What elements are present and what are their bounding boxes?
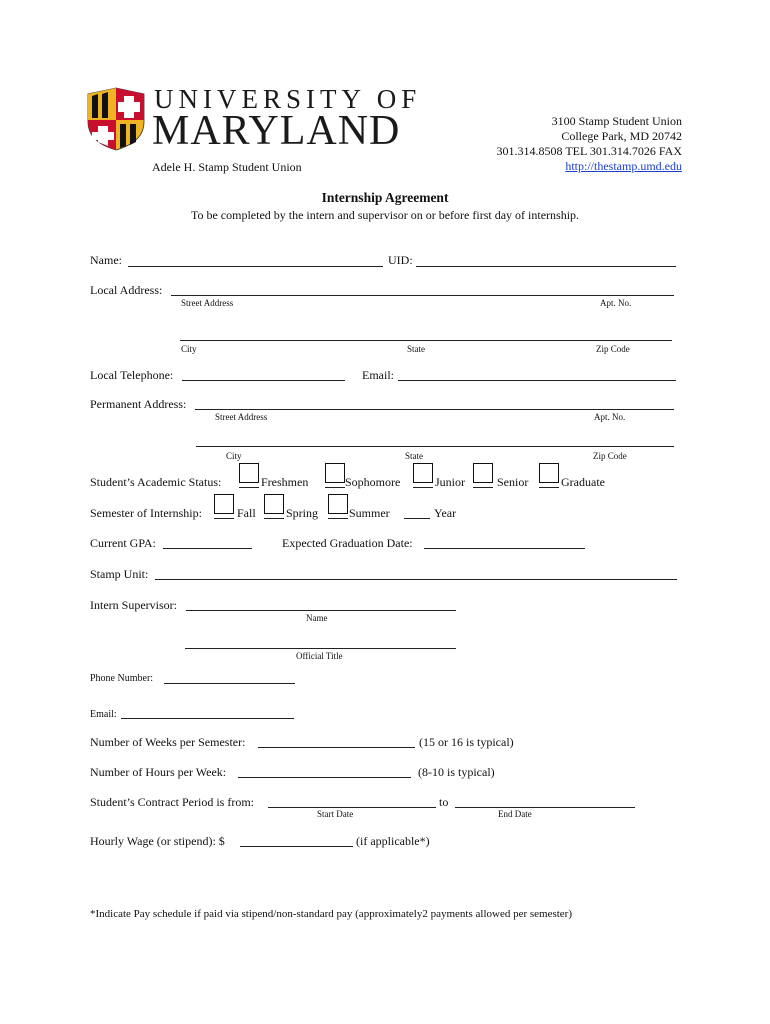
permanent-street-field[interactable] (195, 409, 674, 410)
logo-maryland: MARYLAND (152, 108, 401, 154)
hours-field[interactable] (238, 777, 411, 778)
email-small-label: Email: (90, 709, 117, 720)
email-field[interactable] (398, 380, 676, 381)
freshmen-blank (239, 487, 259, 488)
address-line2: College Park, MD 20742 (561, 129, 682, 143)
spring-option: Spring (286, 506, 319, 520)
email-label: Email: (362, 368, 394, 382)
form-title: Internship Agreement (321, 190, 449, 205)
contract-period-label: Student’s Contract Period is from: (90, 795, 254, 809)
official-title-caption: Official Title (296, 651, 343, 661)
stamp-unit-label: Stamp Unit: (90, 567, 149, 581)
local-state-caption: State (407, 344, 425, 354)
graduate-option: Graduate (561, 475, 605, 489)
permanent-state-caption: State (405, 451, 423, 461)
end-date-caption: End Date (498, 809, 532, 819)
local-apt-caption: Apt. No. (600, 298, 632, 308)
supervisor-name-field[interactable] (186, 610, 456, 611)
uid-label: UID: (388, 253, 413, 267)
summer-blank (328, 518, 348, 519)
junior-checkbox[interactable] (413, 463, 433, 483)
permanent-city-caption: City (226, 451, 242, 461)
intern-supervisor-label: Intern Supervisor: (90, 598, 177, 612)
local-city-state-zip-field[interactable] (180, 340, 672, 341)
permanent-street-caption: Street Address (215, 412, 268, 422)
junior-blank (413, 487, 433, 488)
permanent-city-state-zip-field[interactable] (196, 446, 674, 447)
academic-status-label: Student’s Academic Status: (90, 475, 222, 489)
name-label: Name: (90, 253, 122, 267)
if-applicable-note: (if applicable*) (356, 834, 430, 848)
email-small-field[interactable] (121, 718, 294, 719)
freshmen-option: Freshmen (261, 475, 309, 489)
start-date-field[interactable] (268, 807, 436, 808)
sophomore-option: Sophomore (345, 475, 401, 489)
maryland-flag-shield-icon (86, 86, 146, 152)
fall-option: Fall (237, 506, 256, 520)
union-name: Adele H. Stamp Student Union (152, 160, 302, 174)
local-street-field[interactable] (171, 295, 674, 296)
local-telephone-field[interactable] (182, 380, 345, 381)
stamp-unit-field[interactable] (155, 579, 677, 580)
phone-fax-line: 301.314.8508 TEL 301.314.7026 FAX (496, 144, 682, 158)
university-logo (86, 86, 426, 156)
start-date-caption: Start Date (317, 809, 354, 819)
logo-university-of: UNIVERSITY OF (154, 84, 422, 114)
end-date-field[interactable] (455, 807, 635, 808)
permanent-address-label: Permanent Address: (90, 397, 187, 411)
to-label: to (439, 795, 449, 809)
weeks-field[interactable] (258, 747, 415, 748)
permanent-zip-caption: Zip Code (593, 451, 627, 461)
senior-checkbox[interactable] (473, 463, 493, 483)
current-gpa-field[interactable] (163, 548, 252, 549)
expected-graduation-field[interactable] (424, 548, 585, 549)
hourly-wage-label: Hourly Wage (or stipend): $ (90, 834, 225, 848)
fall-checkbox[interactable] (214, 494, 234, 514)
summer-checkbox[interactable] (328, 494, 348, 514)
local-zip-caption: Zip Code (596, 344, 630, 354)
local-address-label: Local Address: (90, 283, 163, 297)
current-gpa-label: Current GPA: (90, 536, 156, 550)
address-line1: 3100 Stamp Student Union (551, 114, 682, 128)
spring-blank (264, 518, 284, 519)
sophomore-checkbox[interactable] (325, 463, 345, 483)
expected-graduation-label: Expected Graduation Date: (282, 536, 413, 550)
local-street-caption: Street Address (181, 298, 234, 308)
name-field[interactable] (128, 266, 383, 267)
graduate-checkbox[interactable] (539, 463, 559, 483)
semester-label: Semester of Internship: (90, 506, 202, 520)
pay-schedule-footnote: *Indicate Pay schedule if paid via stipend/non-standard pay (approximately2 payments allowed per semester) (90, 908, 573, 920)
form-subtitle: To be completed by the intern and supervisor on or before first day of internship. (190, 208, 580, 222)
local-city-caption: City (181, 344, 197, 354)
weeks-note: (15 or 16 is typical) (419, 735, 514, 749)
senior-option: Senior (497, 475, 529, 489)
freshmen-checkbox[interactable] (239, 463, 259, 483)
official-title-field[interactable] (185, 648, 456, 649)
permanent-apt-caption: Apt. No. (594, 412, 626, 422)
fall-blank (214, 518, 234, 519)
junior-option: Junior (435, 475, 465, 489)
supervisor-name-caption: Name (306, 613, 328, 623)
hours-label: Number of Hours per Week: (90, 765, 227, 779)
website-link[interactable]: http://thestamp.umd.edu (565, 159, 682, 173)
hourly-wage-field[interactable] (240, 846, 353, 847)
spring-checkbox[interactable] (264, 494, 284, 514)
uid-field[interactable] (416, 266, 676, 267)
phone-number-label: Phone Number: (90, 673, 154, 684)
summer-option: Summer (349, 506, 390, 520)
hours-note: (8-10 is typical) (418, 765, 495, 779)
year-label: Year (434, 506, 457, 520)
phone-number-field[interactable] (164, 683, 295, 684)
graduate-blank (539, 487, 559, 488)
year-field[interactable] (404, 518, 430, 519)
senior-blank (473, 487, 493, 488)
contact-block (497, 114, 682, 174)
sophomore-blank (325, 487, 345, 488)
local-telephone-label: Local Telephone: (90, 368, 174, 382)
weeks-label: Number of Weeks per Semester: (90, 735, 246, 749)
